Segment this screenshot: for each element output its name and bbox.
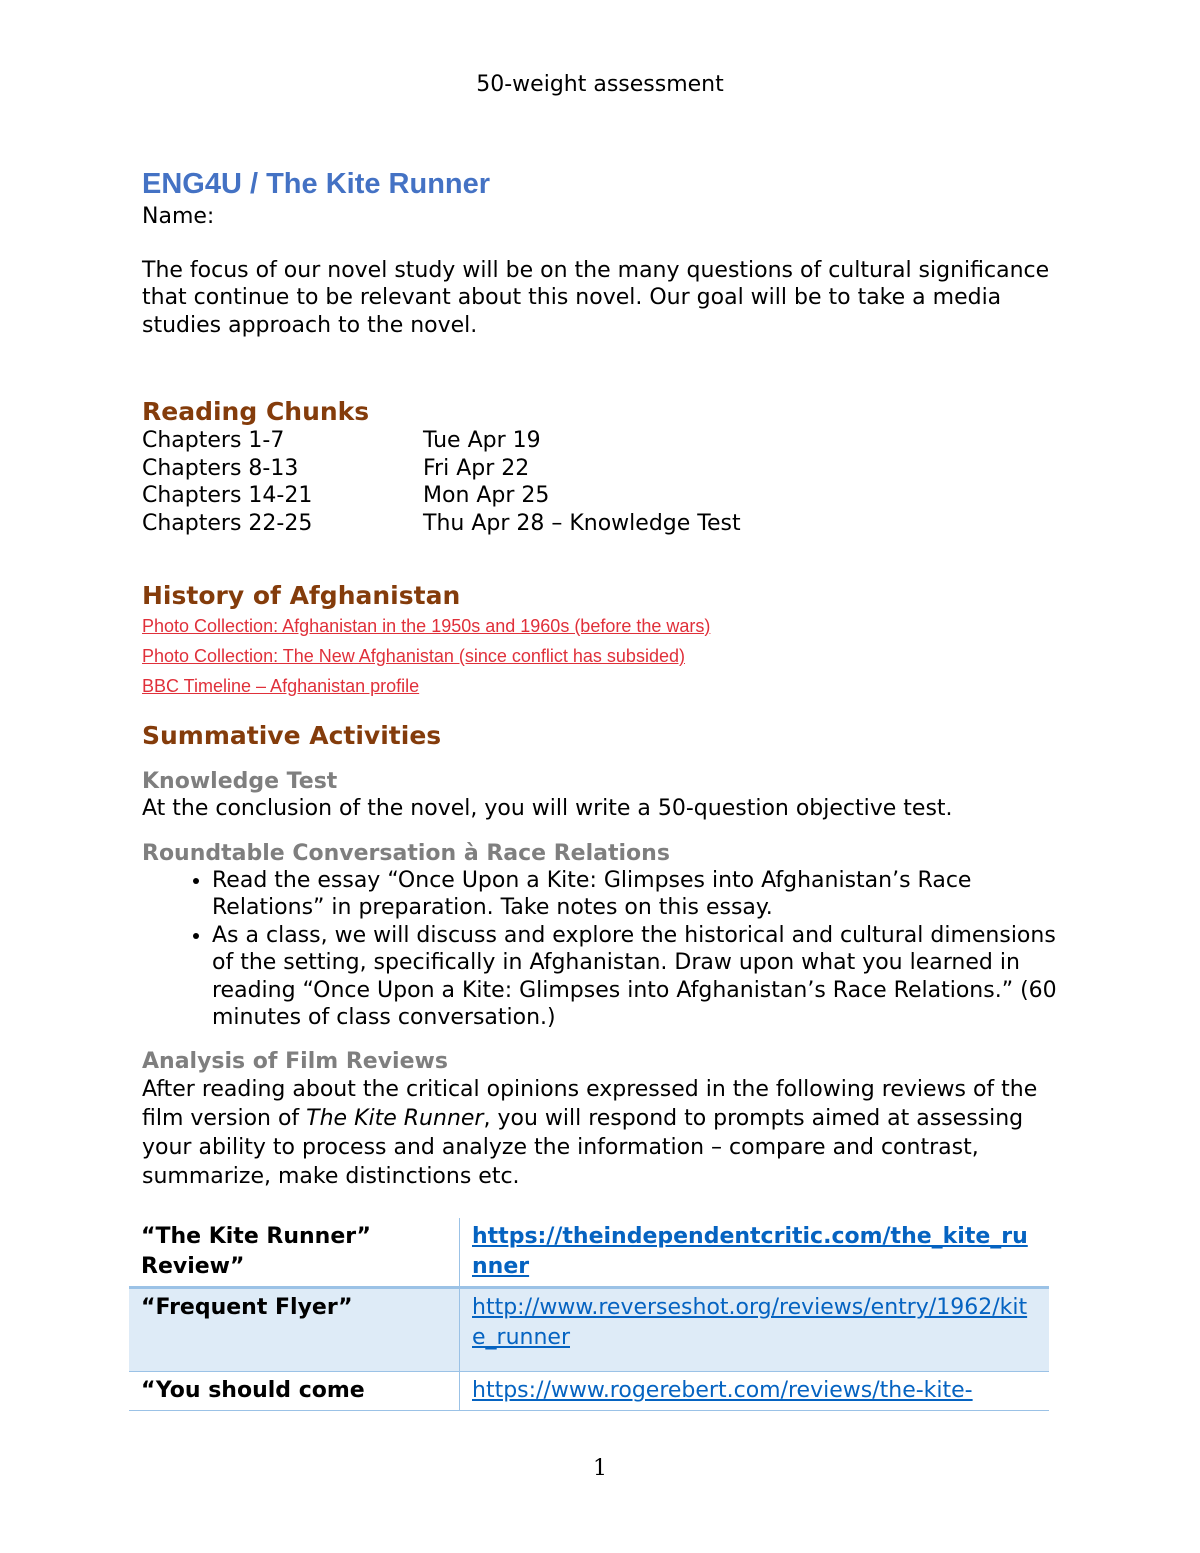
- table-row: [129, 1372, 1049, 1411]
- review-url-cell: [460, 1372, 1050, 1411]
- schedule-chapters: Chapters 22-25: [142, 510, 313, 536]
- schedule-chapters: Chapters 1-7: [142, 428, 285, 453]
- review-link-independent-critic[interactable]: https://theindependentcritic.com/the_kite_runner: [472, 1224, 1028, 1279]
- knowledge-test-text: At the conclusion of the novel, you will write a 50-question objective test.: [142, 796, 953, 821]
- reviews-table: [129, 1218, 1049, 1411]
- table-row: [129, 1288, 1049, 1372]
- document-body: [142, 166, 1062, 1191]
- schedule-row: [142, 455, 1062, 483]
- film-text-before: After reading about the critical opinions expressed in the following reviews of the film version of: [142, 1076, 1038, 1131]
- review-link-rogerebert[interactable]: https://www.rogerebert.com/reviews/the-kite-: [472, 1378, 973, 1403]
- review-link-reverseshot[interactable]: http://www.reverseshot.org/reviews/entry/1962/kite_runner: [472, 1295, 1028, 1350]
- schedule-chapters: Chapters 14-21: [142, 483, 313, 508]
- page-header: 50-weight assessment: [476, 72, 724, 97]
- review-url-cell: [460, 1218, 1050, 1288]
- review-title: “Frequent Flyer”: [129, 1288, 460, 1372]
- schedule-date: Thu Apr 28 – Knowledge Test: [423, 510, 741, 536]
- table-row: [129, 1218, 1049, 1288]
- roundtable-heading: Roundtable Conversation à Race Relations: [142, 840, 670, 866]
- history-heading: History of Afghanistan: [142, 581, 461, 610]
- page-number: 1: [593, 1456, 607, 1481]
- schedule-date: Tue Apr 19: [423, 428, 541, 453]
- list-item: • As a class, we will discuss and explore the historical and cultural dimensions of the setting, specifically in Afghanistan. Draw upon what you learned in reading “Once Upon a Kite: Glimpses into Afghanistan’s Race Relations.” (60 minutes of class conversation.): [212, 922, 1062, 1032]
- bbc-timeline-link[interactable]: BBC Timeline – Afghanistan profile: [142, 676, 420, 696]
- intro-paragraph: The focus of our novel study will be on the many questions of cultural significance that continue to be relevant about this novel. Our goal will be to take a media studies approach to the novel.: [142, 257, 1050, 338]
- reading-schedule: [142, 427, 1062, 537]
- schedule-chapters: Chapters 8-13: [142, 455, 299, 481]
- photo-collection-new-afghanistan-link[interactable]: Photo Collection: The New Afghanistan (since conflict has subsided): [142, 646, 685, 666]
- film-reviews-text: [142, 1075, 1062, 1191]
- review-url-cell: [460, 1288, 1050, 1372]
- schedule-row: [142, 427, 1062, 455]
- film-reviews-heading: Analysis of Film Reviews: [142, 1048, 448, 1074]
- name-label: Name:: [142, 204, 215, 229]
- list-item: • Read the essay “Once Upon a Kite: Glimpses into Afghanistan’s Race Relations” in preparation. Take notes on this essay.: [212, 867, 1062, 922]
- review-title: “You should come: [129, 1372, 460, 1411]
- summative-heading: Summative Activities: [142, 721, 442, 750]
- schedule-row: [142, 510, 1062, 538]
- review-title: “The Kite Runner” Review”: [129, 1218, 460, 1288]
- schedule-date: Fri Apr 22: [423, 455, 530, 481]
- schedule-row: [142, 482, 1062, 510]
- reading-chunks-heading: Reading Chunks: [142, 397, 370, 426]
- history-links: [142, 611, 1062, 701]
- knowledge-test-heading: Knowledge Test: [142, 769, 338, 794]
- photo-collection-1950s-link[interactable]: Photo Collection: Afghanistan in the 1950s and 1960s (before the wars): [142, 616, 711, 636]
- film-text-after: , you will respond to prompts aimed at assessing your ability to process and analyze the information – compare and contrast, summarize, make distinctions etc.: [142, 1105, 1024, 1189]
- roundtable-bullets: [142, 867, 1062, 1032]
- film-title-italic: The Kite Runner: [306, 1105, 484, 1131]
- page-title: ENG4U / The Kite Runner: [142, 168, 491, 200]
- schedule-date: Mon Apr 25: [423, 483, 550, 508]
